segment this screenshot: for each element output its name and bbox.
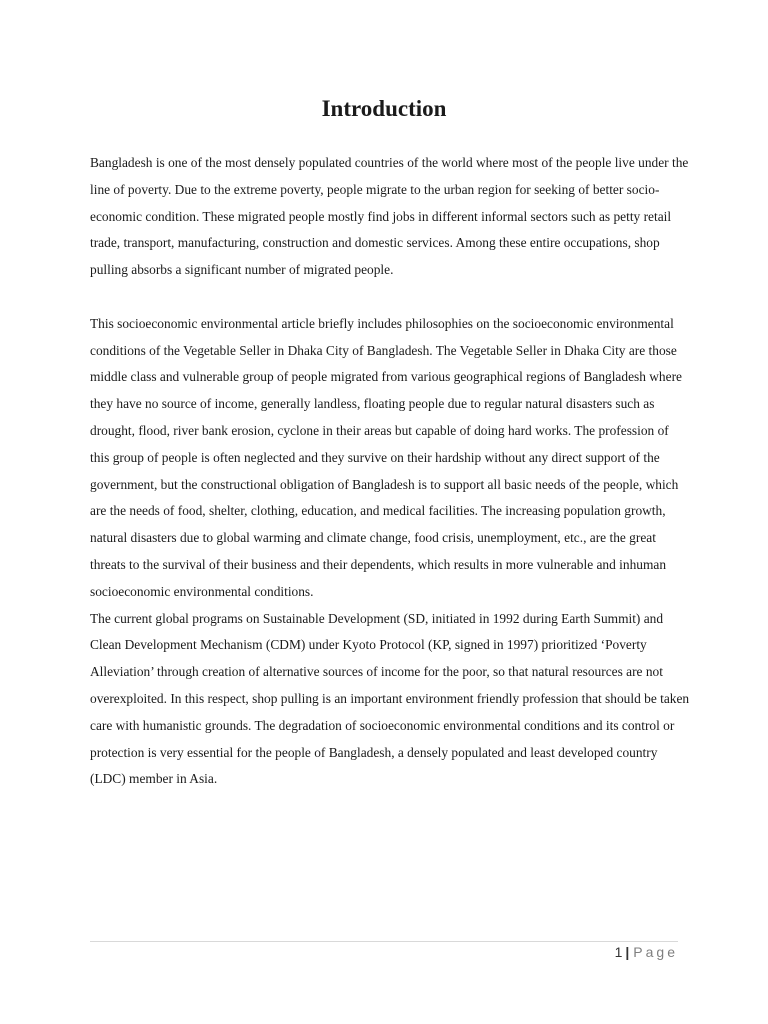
- paragraph-2: This socioeconomic environmental article briefly includes philosophies on the socioeconomic environmental conditions of the Vegetable Seller in Dhaka City of Bangladesh. The Vegetable Seller in Dhaka City are those middle class and vulnerable group of people migrated from various geographical regions of Bangladesh where they have no source of income, generally landless, floating people due to regular natural disasters such as drought, flood, river bank erosion, cyclone in their areas but capable of doing hard works. The profession of this group of people is often neglected and they survive on their hardship without any direct support of the government, but the constructional obligation of Bangladesh is to support all basic needs of the people, which are the needs of food, shelter, clothing, education, and medical facilities. The increasing population growth, natural disasters due to global warming and climate change, food crisis, unemployment, etc., are the great threats to the survival of their business and their dependents, which results in more vulnerable and inhuman socioeconomic environmental conditions.: [90, 315, 682, 599]
- page-number: 1: [614, 944, 623, 960]
- footer-divider: [90, 941, 678, 942]
- page-title: Introduction: [321, 96, 447, 121]
- body-text: [90, 150, 690, 793]
- page-label: Page: [633, 944, 678, 960]
- page-footer: [615, 942, 678, 962]
- paragraph-3: The current global programs on Sustainable Development (SD, initiated in 1992 during Earth Summit) and Clean Development Mechanism (CDM) under Kyoto Protocol (KP, signed in 1997) prioritized ‘Poverty Alleviation’ through creation of alternative sources of income for the poor, so that natural resources are not overexploited. In this respect, shop pulling is an important environment friendly profession that should be taken care with humanistic grounds. The degradation of socioeconomic environmental conditions and its control or protection is very essential for the people of Bangladesh, a densely populated and least developed country (LDC) member in Asia.: [90, 610, 690, 787]
- paragraph-1: Bangladesh is one of the most densely populated countries of the world where most of the people live under the line of poverty. Due to the extreme poverty, people migrate to the urban region for seeking of better socio-economic condition. These migrated people mostly find jobs in different informal sectors such as petty retail trade, transport, manufacturing, construction and domestic services. Among these entire occupations, shop pulling absorbs a significant number of migrated people.: [90, 155, 689, 278]
- footer-separator: |: [625, 944, 630, 960]
